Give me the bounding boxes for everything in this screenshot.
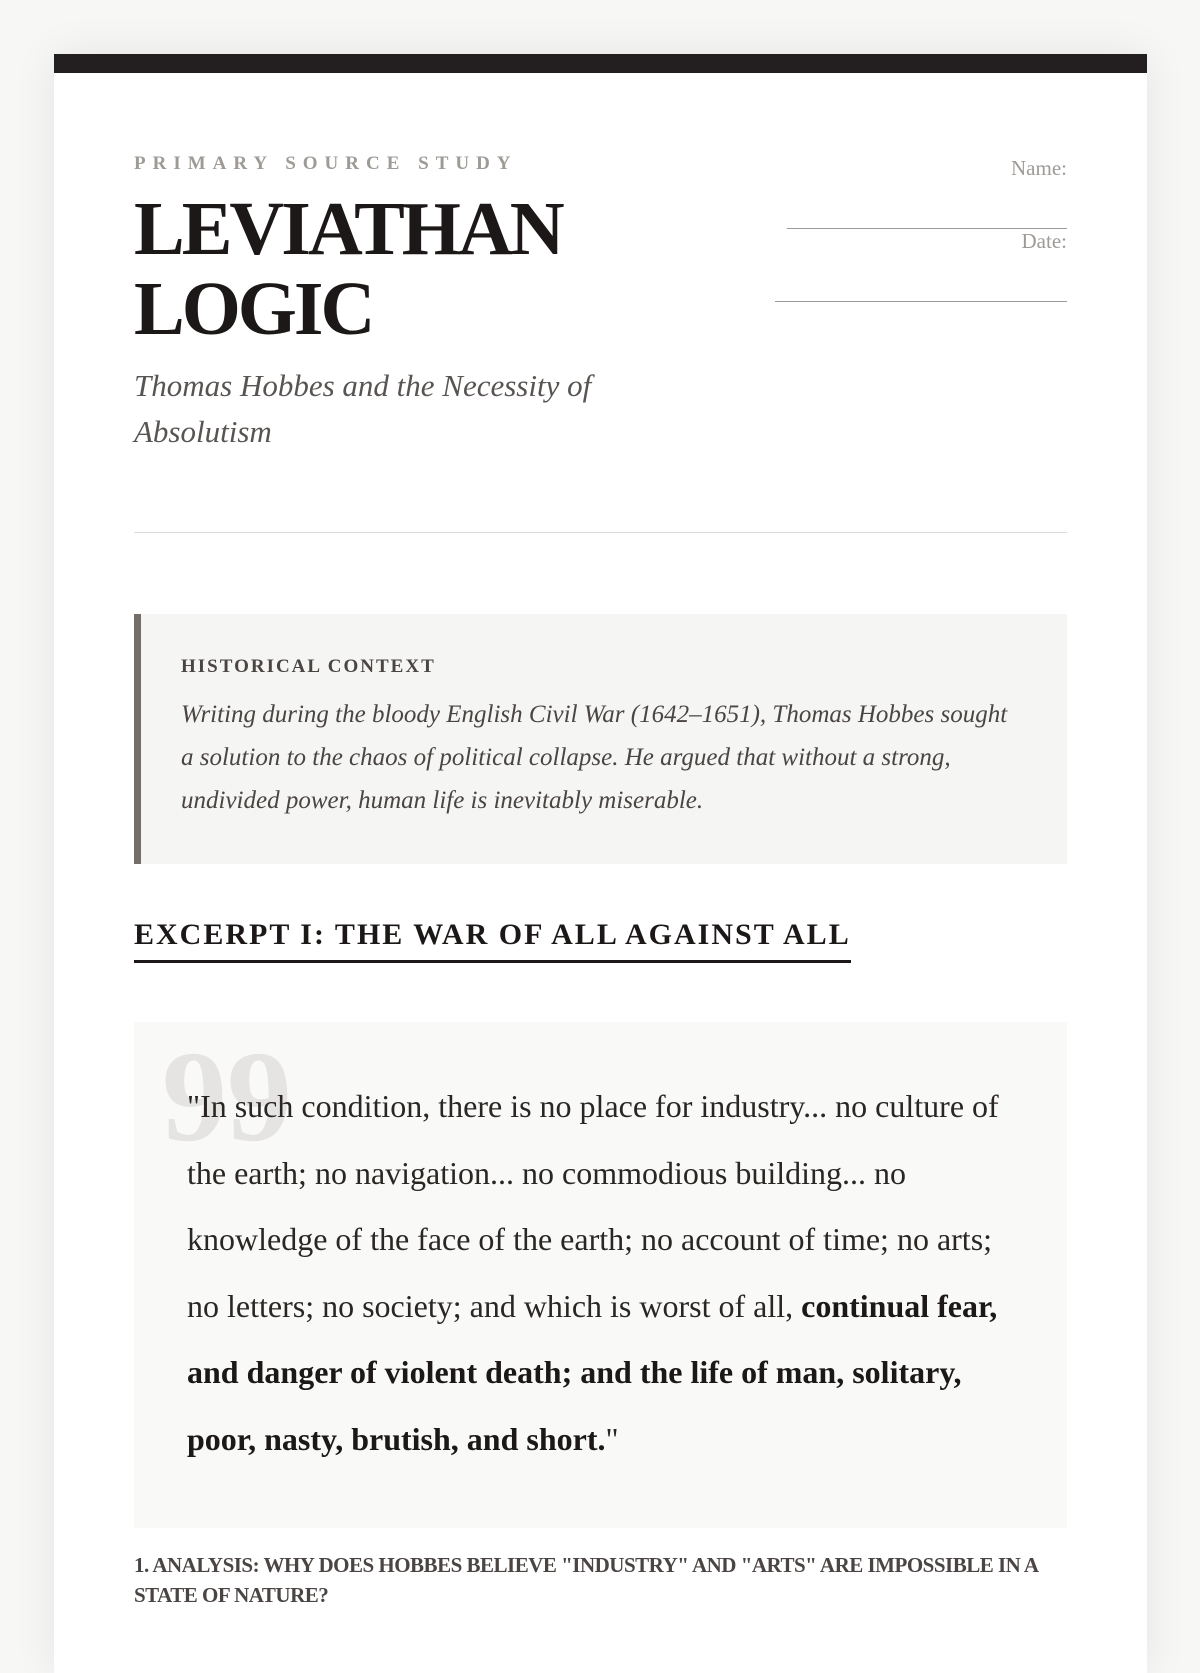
name-field[interactable] <box>767 156 1067 229</box>
worksheet-page <box>54 54 1147 1673</box>
quote-mark-icon: 99 <box>162 1025 292 1169</box>
context-body: Writing during the bloody English Civil War (1642–1651), Thomas Hobbes sought a solution to the chaos of political collapse. He argued that without a strong, undivided power, human life is inevitably miserable. <box>181 701 1008 814</box>
name-label: Name: <box>1011 156 1067 180</box>
date-underline <box>775 301 1067 302</box>
date-label: Date: <box>1021 229 1067 253</box>
date-field[interactable] <box>767 229 1067 302</box>
excerpt-quote <box>187 1073 1017 1472</box>
excerpt-quote-box <box>134 1022 1067 1528</box>
excerpt-heading: EXCERPT I: THE WAR OF ALL AGAINST ALL <box>134 916 851 963</box>
header-divider <box>134 532 1067 533</box>
page-subtitle: Thomas Hobbes and the Necessity of Absolutism <box>134 368 592 449</box>
document-kicker: PRIMARY SOURCE STUDY <box>134 153 518 174</box>
page-title: LEVIATHAN LOGIC <box>134 187 562 351</box>
quote-emphasis-text: continual fear, and danger of violent death; and the life of man, solitary, poor, nasty, brutish, and short. <box>187 1287 998 1457</box>
analysis-question: 1. ANALYSIS: WHY DOES HOBBES BELIEVE "INDUSTRY" AND "ARTS" ARE IMPOSSIBLE IN A STATE OF NATURE? <box>134 1553 1038 1607</box>
quote-closing-mark: " <box>605 1420 619 1457</box>
quote-plain-text: "In such condition, there is no place for industry... no culture of the earth; no navigation... no commodious building... no knowledge of the face of the earth; no account of time; no arts; no letters; no society; and which is worst of all, <box>187 1088 999 1324</box>
context-heading: HISTORICAL CONTEXT <box>181 656 436 677</box>
historical-context-box <box>134 614 1067 864</box>
student-info-fields <box>767 156 1067 302</box>
